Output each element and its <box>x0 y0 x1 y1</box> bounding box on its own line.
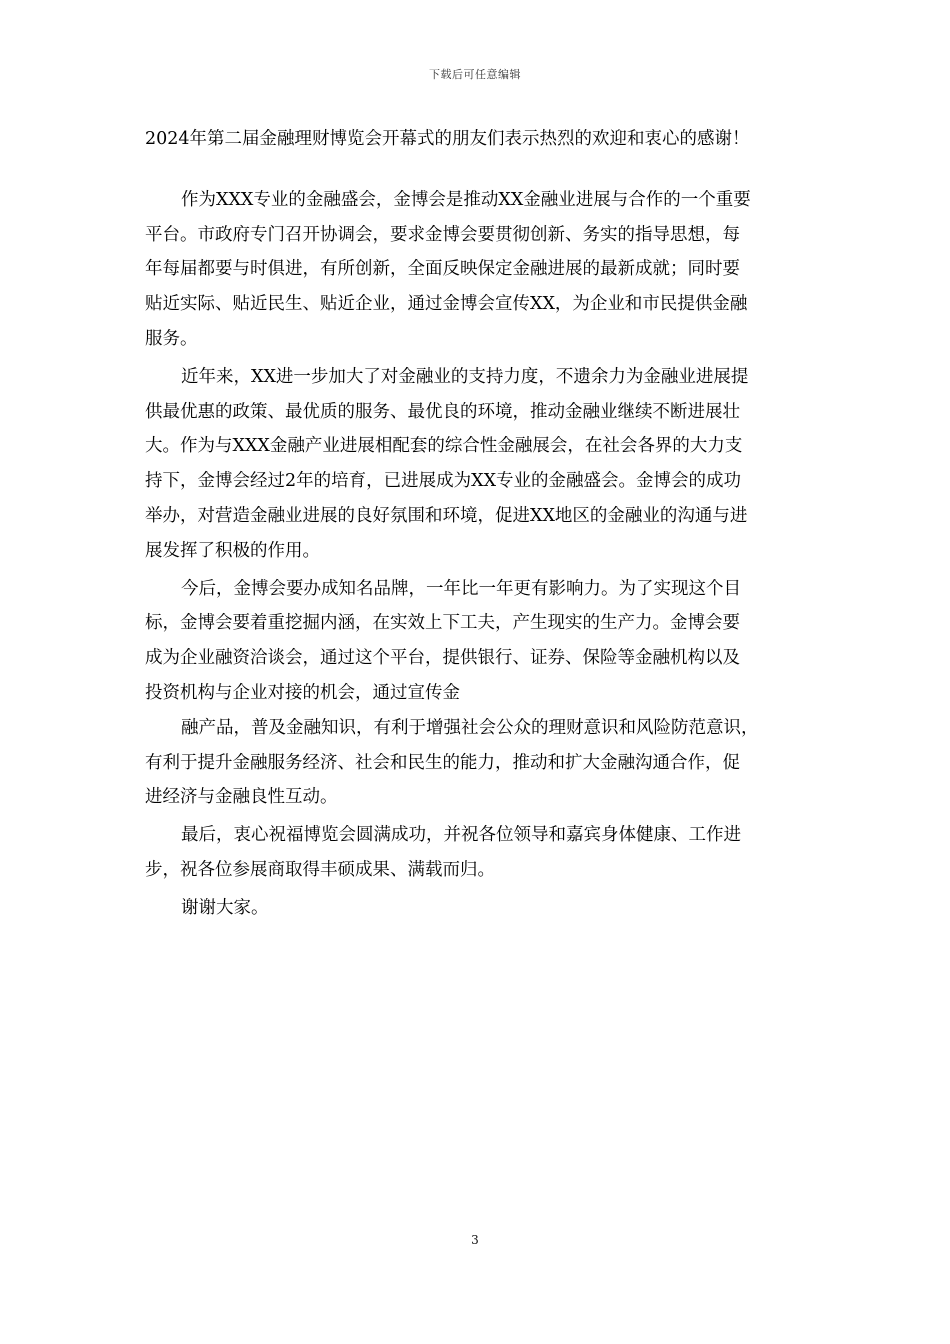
closing-line: 谢谢大家。 <box>181 897 269 918</box>
paragraph-1 <box>145 183 817 357</box>
paragraph-line: 有利于提升金融服务经济、社会和民生的能力，推动和扩大金融沟通合作，促 <box>145 752 740 773</box>
paragraph-line: 持下，金博会经过2年的培育，已进展成为XX专业的金融盛会。金博会的成功 <box>145 471 742 492</box>
paragraph-line: 融产品，普及金融知识，有利于增强社会公众的理财意识和风险防范意识， <box>181 717 759 738</box>
paragraph-line: 服务。 <box>145 328 198 349</box>
paragraph-line: 最后，衷心祝福博览会圆满成功，并祝各位领导和嘉宾身体健康、工作进 <box>181 825 741 846</box>
paragraph-line: 贴近实际、贴近民生、贴近企业，通过金博会宣传XX，为企业和市民提供金融 <box>145 294 748 315</box>
paragraph-line: 投资机构与企业对接的机会，通过宣传金 <box>145 682 460 703</box>
paragraph-line: 作为XXX专业的金融盛会，金博会是推动XX金融业进展与合作的一个重要 <box>181 189 751 210</box>
paragraph-3 <box>145 572 817 711</box>
document-body <box>145 122 817 926</box>
paragraph-line: 供最优惠的政策、最优质的服务、最优良的环境，推动金融业继续不断进展壮 <box>145 401 740 422</box>
paragraph-line: 成为企业融资洽谈会，通过这个平台，提供银行、证券、保险等金融机构以及 <box>145 648 740 669</box>
paragraph-line: 进经济与金融良性互动。 <box>145 787 338 808</box>
paragraph-line: 展发挥了积极的作用。 <box>145 540 320 561</box>
paragraph-line: 步，祝各位参展商取得丰硕成果、满载而归。 <box>145 859 495 880</box>
page-header: 下载后可任意编辑 <box>429 68 521 81</box>
page-number: 3 <box>471 1233 479 1247</box>
lead-line: 2024年第二届金融理财博览会开幕式的朋友们表示热烈的欢迎和衷心的感谢！ <box>145 129 750 149</box>
paragraph-line: 举办，对营造金融业进展的良好氛围和环境，促进XX地区的金融业的沟通与进 <box>145 505 748 526</box>
paragraph-line: 年每届都要与时俱进，有所创新，全面反映保定金融进展的最新成就；同时要 <box>145 259 740 280</box>
paragraph-2 <box>145 360 817 569</box>
paragraph-line: 今后，金博会要办成知名品牌，一年比一年更有影响力。为了实现这个目 <box>181 578 741 599</box>
paragraph-line: 标，金博会要着重挖掘内涵，在实效上下工夫，产生现实的生产力。金博会要 <box>145 613 740 634</box>
paragraph-4 <box>145 711 817 815</box>
paragraph-line: 平台。市政府专门召开协调会，要求金博会要贯彻创新、务实的指导思想，每 <box>145 224 740 245</box>
paragraph-6 <box>145 891 817 926</box>
paragraph-line: 大。作为与XXX金融产业进展相配套的综合性金融展会，在社会各界的大力支 <box>145 436 743 457</box>
paragraph-5 <box>145 818 817 888</box>
paragraph-line: 近年来，XX进一步加大了对金融业的支持力度，不遗余力为金融业进展提 <box>181 366 749 387</box>
